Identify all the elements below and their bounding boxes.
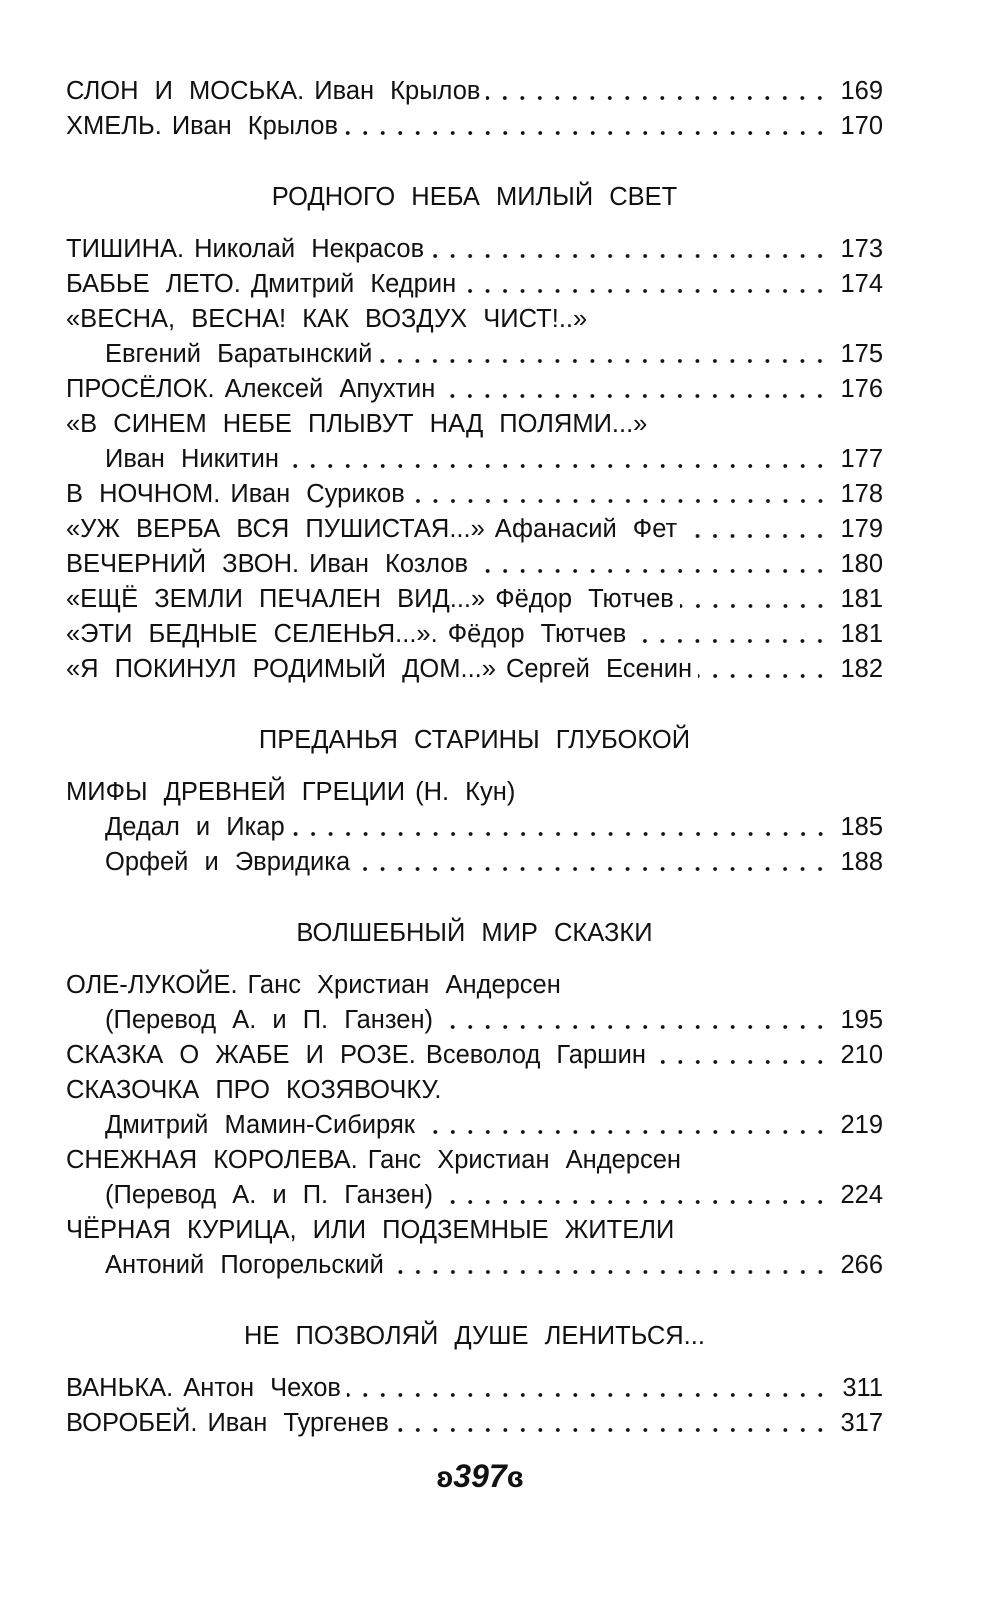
entry-page-number: 224 (840, 1181, 883, 1209)
dot-leader (378, 337, 835, 372)
toc-entry[interactable] (66, 845, 883, 880)
page-folio (0, 1458, 960, 1495)
entry-title: «ЕЩЁ ЗЕМЛИ ПЕЧАЛЕН ВИД...» (66, 585, 486, 613)
entry-title: ХМЕЛЬ. (66, 112, 162, 140)
entry-author: (Н. Кун) (415, 778, 516, 806)
dot-leader (390, 1248, 835, 1283)
toc-entry[interactable] (66, 1108, 883, 1143)
entry-page-number: 210 (840, 1041, 883, 1069)
entry-author: Иван Тургенев (207, 1409, 389, 1437)
dot-leader (652, 1038, 835, 1073)
toc-entry[interactable] (66, 1371, 883, 1406)
entry-page-number: 173 (840, 235, 883, 263)
toc-entry[interactable] (66, 582, 883, 617)
dot-leader (344, 109, 835, 144)
entry-title: «ВЕСНА, ВЕСНА! КАК ВОЗДУХ ЧИСТ!..» (66, 305, 588, 333)
toc-entry[interactable] (66, 968, 883, 1003)
entry-author: Николай Некрасов (194, 235, 425, 263)
entry-page-number: 266 (840, 1251, 883, 1279)
toc-entry[interactable] (66, 74, 883, 109)
entry-title: ВАНЬКА. (66, 1374, 174, 1402)
toc-entry[interactable] (66, 337, 883, 372)
entry-author: Фёдор Тютчев (447, 620, 627, 648)
entry-author: Евгений Баратынский (105, 340, 373, 368)
dot-leader (421, 1108, 835, 1143)
toc-entry[interactable] (66, 302, 883, 337)
entry-author: Всеволод Гаршин (425, 1041, 646, 1069)
page-number: 397 (453, 1458, 507, 1494)
entry-title: ПРОСЁЛОК. (66, 375, 215, 403)
entry-title: ТИШИНА. (66, 235, 185, 263)
entry-title: «УЖ ВЕРБА ВСЯ ПУШИСТАЯ...» (66, 515, 485, 543)
toc-entry[interactable] (66, 617, 883, 652)
toc-entry[interactable] (66, 1248, 883, 1283)
entry-author: Ганс Христиан Андерсен (367, 1146, 681, 1174)
entry-author: Алексей Апухтин (224, 375, 436, 403)
entry-author: Иван Никитин (105, 445, 280, 473)
entry-page-number: 170 (840, 112, 883, 140)
dot-leader (347, 1371, 835, 1406)
entry-title: ОЛЕ-ЛУКОЙЕ. (66, 971, 238, 999)
entry-page-number: 177 (840, 445, 883, 473)
entry-page-number: 176 (840, 375, 883, 403)
entry-author: Антоний Погорельский (105, 1251, 384, 1279)
entry-page-number: 180 (840, 550, 883, 578)
entry-title: СКАЗКА О ЖАБЕ И РОЗЕ. (66, 1041, 416, 1069)
entry-title: СКАЗОЧКА ПРО КОЗЯВОЧКУ. (66, 1076, 442, 1104)
dot-leader (462, 267, 835, 302)
entry-page-number: 174 (840, 270, 883, 298)
dot-leader (439, 1003, 835, 1038)
dot-leader (632, 617, 835, 652)
entry-author: Дедал и Икар (105, 813, 285, 841)
dot-leader (395, 1406, 835, 1441)
entry-author: (Перевод А. и П. Ганзен) (105, 1181, 434, 1209)
toc-section (66, 723, 883, 880)
entry-author: Иван Козлов (309, 550, 469, 578)
entry-page-number: 182 (840, 655, 883, 683)
ornament-left-icon: ʚ (436, 1461, 454, 1494)
entry-author: Орфей и Эвридика (105, 848, 351, 876)
entry-page-number: 181 (840, 585, 883, 613)
table-of-contents (66, 74, 883, 1441)
toc-entry[interactable] (66, 407, 883, 442)
toc-entry[interactable] (66, 652, 883, 687)
entry-author: Иван Крылов (171, 112, 339, 140)
entry-author: Иван Суриков (230, 480, 405, 508)
dot-leader (486, 74, 835, 109)
ornament-right-icon: ɞ (506, 1461, 524, 1494)
entry-author: Фёдор Тютчев (495, 585, 674, 613)
entry-page-number: 219 (840, 1111, 883, 1139)
entry-author: Сергей Есенин (505, 655, 693, 683)
entry-page-number: 311 (842, 1374, 883, 1402)
section-heading: РОДНОГО НЕБА МИЛЫЙ СВЕТ (271, 183, 678, 211)
toc-entry[interactable] (66, 775, 883, 810)
toc-entry[interactable] (66, 1178, 883, 1213)
dot-leader (683, 512, 835, 547)
toc-section (66, 916, 883, 1283)
entry-page-number: 195 (840, 1006, 883, 1034)
toc-entry[interactable] (66, 512, 883, 547)
toc-section (66, 1319, 883, 1441)
entry-title: «В СИНЕМ НЕБЕ ПЛЫВУТ НАД ПОЛЯМИ...» (66, 410, 648, 438)
entry-author: (Перевод А. и П. Ганзен) (105, 1006, 434, 1034)
entry-title: БАБЬЕ ЛЕТО. (66, 270, 241, 298)
dot-leader (474, 547, 835, 582)
entry-title: «Я ПОКИНУЛ РОДИМЫЙ ДОМ...» (66, 655, 496, 683)
dot-leader (285, 442, 835, 477)
toc-entry[interactable] (66, 109, 883, 144)
dot-leader (291, 810, 835, 845)
entry-author: Ганс Христиан Андерсен (247, 971, 561, 999)
entry-author: Дмитрий Мамин-Сибиряк (105, 1111, 415, 1139)
toc-entry[interactable] (66, 1143, 883, 1178)
dot-leader (356, 845, 835, 880)
entry-title: СЛОН И МОСЬКА. (66, 77, 305, 105)
entry-author: Иван Крылов (314, 77, 481, 105)
toc-entry[interactable] (66, 442, 883, 477)
toc-entry[interactable] (66, 1213, 883, 1248)
entry-title: ВОРОБЕЙ. (66, 1409, 198, 1437)
entry-page-number: 185 (840, 813, 883, 841)
entry-title: ЧЁРНАЯ КУРИЦА, ИЛИ ПОДЗЕМНЫЕ ЖИТЕЛИ (66, 1216, 675, 1244)
dot-leader (411, 477, 835, 512)
toc-entry[interactable] (66, 1038, 883, 1073)
dot-leader (441, 372, 835, 407)
toc-section (66, 180, 883, 687)
entry-author: Дмитрий Кедрин (250, 270, 457, 298)
entry-title: МИФЫ ДРЕВНЕЙ ГРЕЦИИ (66, 778, 406, 806)
toc-entry[interactable] (66, 477, 883, 512)
dot-leader (430, 232, 835, 267)
entry-title: ВЕЧЕРНИЙ ЗВОН. (66, 550, 300, 578)
entry-page-number: 169 (840, 77, 883, 105)
entry-title: «ЭТИ БЕДНЫЕ СЕЛЕНЬЯ...». (66, 620, 438, 648)
entry-page-number: 178 (840, 480, 883, 508)
entry-page-number: 188 (840, 848, 883, 876)
toc-entry[interactable] (66, 267, 883, 302)
toc-entry[interactable] (66, 1406, 883, 1441)
entry-title: В НОЧНОМ. (66, 480, 221, 508)
section-heading: ВОЛШЕБНЫЙ МИР СКАЗКИ (296, 919, 653, 947)
entry-page-number: 181 (840, 620, 883, 648)
dot-leader (698, 652, 835, 687)
entry-page-number: 179 (840, 515, 883, 543)
entry-title: СНЕЖНАЯ КОРОЛЕВА. (66, 1146, 358, 1174)
dot-leader (680, 582, 835, 617)
entry-author: Антон Чехов (183, 1374, 341, 1402)
toc-entry[interactable] (66, 810, 883, 845)
toc-entry[interactable] (66, 372, 883, 407)
toc-entry[interactable] (66, 232, 883, 267)
entry-page-number: 175 (840, 340, 883, 368)
toc-entry[interactable] (66, 1003, 883, 1038)
dot-leader (439, 1178, 835, 1213)
section-heading: НЕ ПОЗВОЛЯЙ ДУШЕ ЛЕНИТЬСЯ... (244, 1322, 705, 1350)
entry-author: Афанасий Фет (494, 515, 678, 543)
section-heading: ПРЕДАНЬЯ СТАРИНЫ ГЛУБОКОЙ (258, 726, 691, 754)
entry-page-number: 317 (840, 1409, 883, 1437)
toc-entry[interactable] (66, 547, 883, 582)
toc-entry[interactable] (66, 1073, 883, 1108)
toc-section (66, 74, 883, 144)
